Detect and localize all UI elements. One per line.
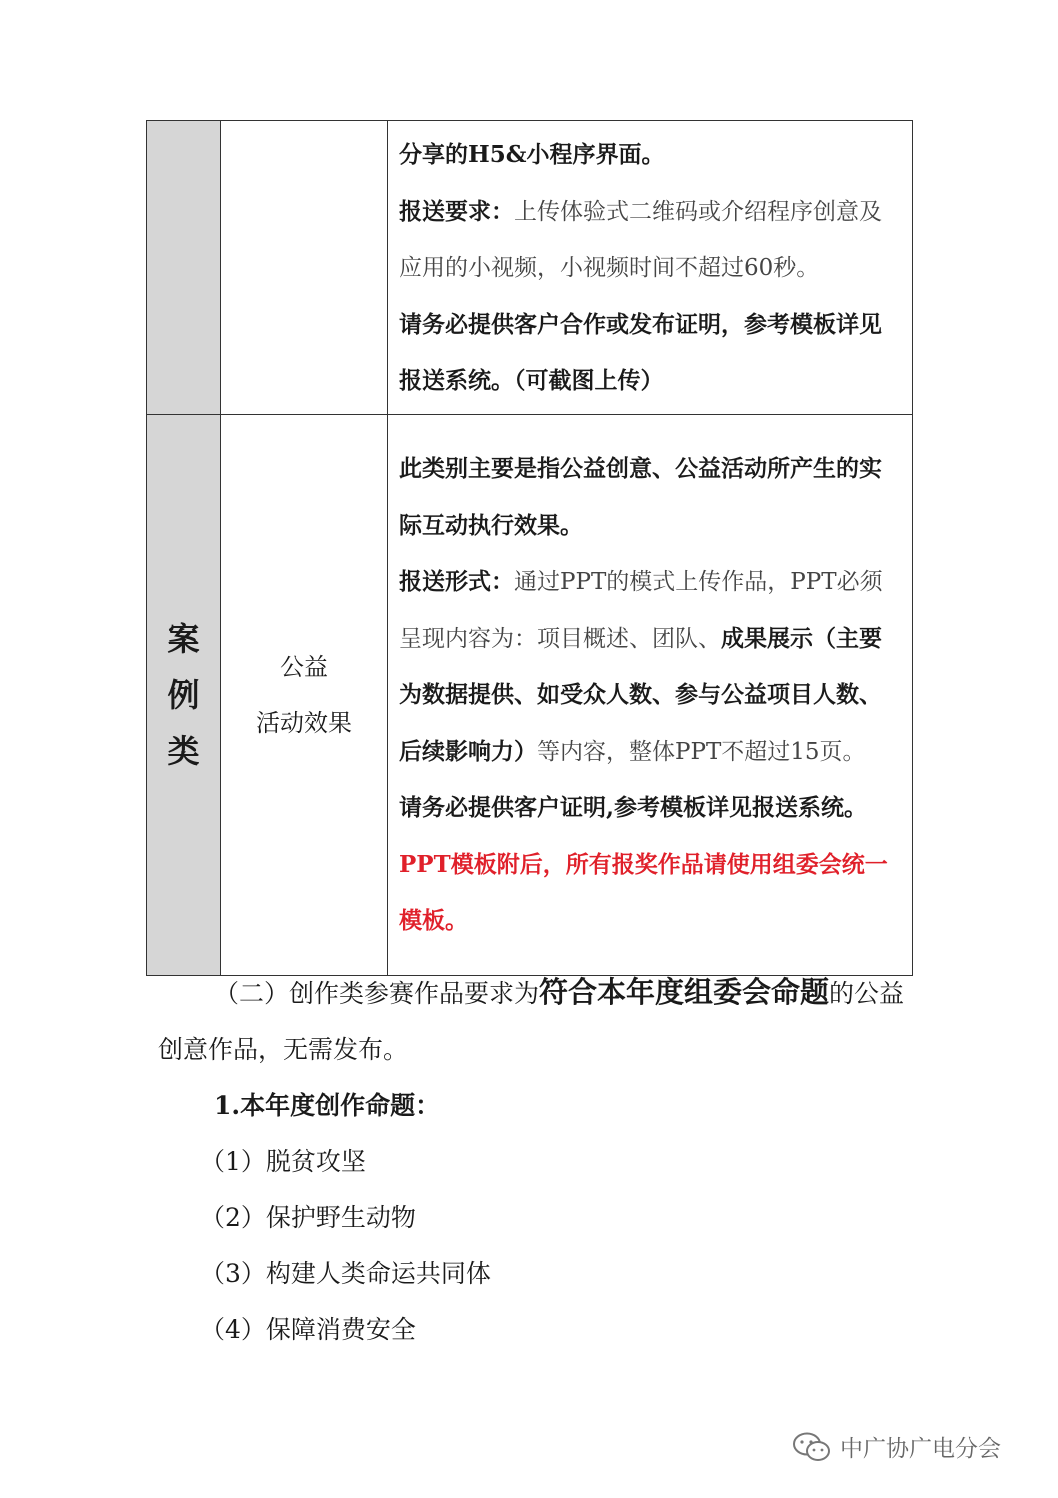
proof-note: 请务必提供客户证明,参考模板详见报送系统。 <box>399 794 868 822</box>
template-note: PPT模板附后，所有报奖作品请使用组委会统一模板。 <box>399 850 888 935</box>
paragraph-emphasis: 符合本年度组委会命题 <box>539 975 830 1009</box>
category-char: 案 <box>167 619 200 658</box>
paragraph <box>158 964 908 1078</box>
watermark-text: 中广协广电分会 <box>840 1436 1001 1462</box>
wechat-icon <box>792 1431 832 1463</box>
table-row <box>147 121 913 415</box>
form-text-end: 等内容，整体PPT不超过15页。 <box>537 738 866 765</box>
description-cell <box>388 121 913 415</box>
subcategory-line: 公益 <box>280 652 328 681</box>
line-text: 分享的H5&小程序界面。 <box>399 141 665 168</box>
form-text-bold: 成果展示（主要为数据提供、如受众人数、参与公益项目人数、后续影响力） <box>399 624 882 765</box>
watermark <box>792 1430 1001 1463</box>
list-item: （1）脱贫攻坚 <box>200 1147 366 1176</box>
requirement-label: 报送要求： <box>399 197 514 225</box>
list-item: （2）保护野生动物 <box>200 1203 416 1232</box>
category-char: 例 <box>167 675 200 714</box>
list-item: （4）保障消费安全 <box>200 1315 416 1344</box>
form-text: 通过PPT的模式上传作品，PPT必须呈现内容为：项目概述、团队、 <box>399 569 883 652</box>
paragraph-prefix: （二）创作类参赛作品要求为 <box>214 979 540 1008</box>
proof-note: 请务必提供客户合作或发布证明，参考模板详见报送系统。（可截图上传） <box>399 310 882 394</box>
table-row <box>147 414 913 975</box>
subcategory-line: 活动效果 <box>256 708 352 737</box>
body-content <box>158 964 908 1358</box>
intro-text: 此类别主要是指公益创意、公益活动所产生的实际互动执行效果。 <box>399 455 882 539</box>
paragraph-suffix: 的公益创意作品，无需发布。 <box>158 979 905 1064</box>
category-table <box>146 120 913 976</box>
subcategory-cell <box>221 414 388 975</box>
section-heading: 1.本年度创作命题： <box>214 1091 441 1120</box>
subcategory-cell <box>221 121 388 415</box>
list-item: （3）构建人类命运共同体 <box>200 1259 491 1288</box>
requirement-text: 上传体验式二维码或介绍程序创意及应用的小视频，小视频时间不超过60秒。 <box>399 198 882 281</box>
topic-list <box>158 1134 908 1358</box>
form-label: 报送形式： <box>399 568 514 596</box>
category-cell <box>147 121 221 415</box>
category-char: 类 <box>167 731 200 770</box>
category-cell <box>147 414 221 975</box>
description-cell <box>388 414 913 975</box>
